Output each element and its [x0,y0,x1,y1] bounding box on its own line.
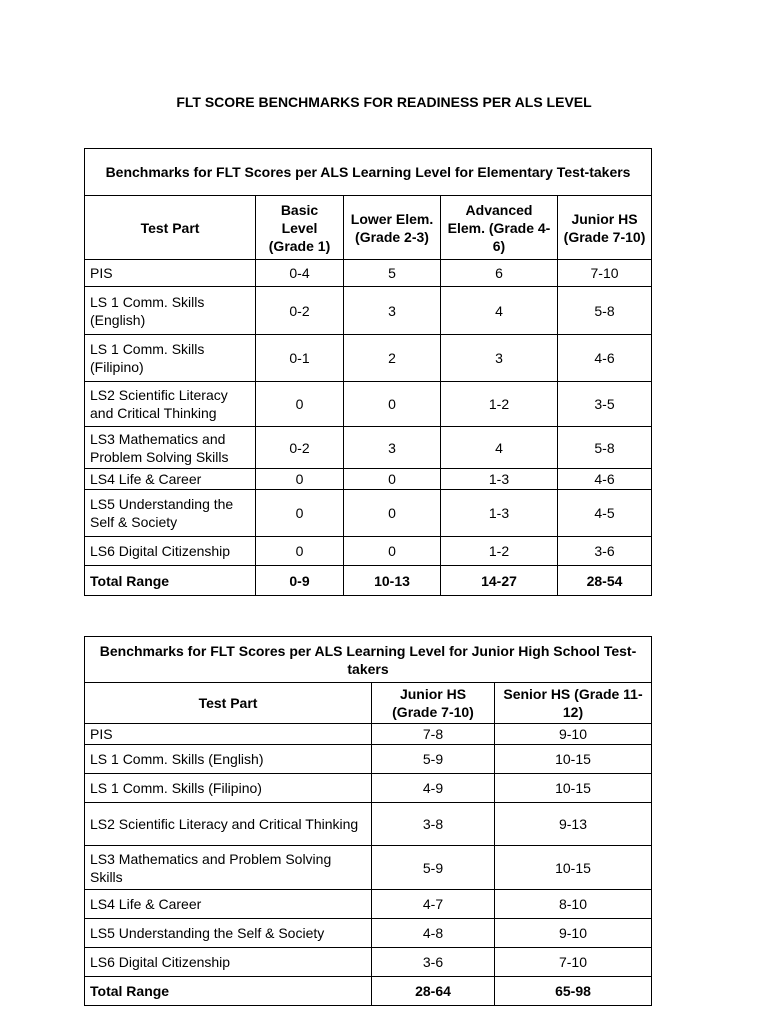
document-title: FLT SCORE BENCHMARKS FOR READINESS PER ALS LEVEL [176,94,592,110]
total-cell: 10-13 [344,566,441,596]
row-label: LS3 Mathematics and Problem Solving Skills [85,427,256,469]
table-caption-row [85,637,652,683]
column-header-basic-level: Basic Level (Grade 1) [256,196,344,260]
total-label: Total Range [85,566,256,596]
total-cell: 0-9 [256,566,344,596]
score-cell: 4-9 [372,774,495,803]
table-row [85,469,652,490]
column-header-test-part: Test Part [85,683,372,724]
score-cell: 10-15 [495,846,652,890]
total-cell: 65-98 [495,977,652,1006]
score-cell: 0-1 [256,335,344,382]
table-caption: Benchmarks for FLT Scores per ALS Learning Level for Elementary Test-takers [85,149,652,196]
row-label: LS3 Mathematics and Problem Solving Skills [85,846,372,890]
score-cell: 2 [344,335,441,382]
elementary-benchmarks-table [84,148,652,596]
score-cell: 3-6 [558,537,652,566]
table-row [85,287,652,335]
score-cell: 3-8 [372,803,495,846]
total-row [85,566,652,596]
column-header-lower-elem: Lower Elem. (Grade 2-3) [344,196,441,260]
row-label: LS6 Digital Citizenship [85,537,256,566]
table-row [85,382,652,427]
row-label: PIS [85,724,372,745]
score-cell: 0 [256,469,344,490]
column-header-junior-hs: Junior HS (Grade 7-10) [558,196,652,260]
score-cell: 7-8 [372,724,495,745]
score-cell: 10-15 [495,774,652,803]
table-row [85,846,652,890]
score-cell: 5-9 [372,745,495,774]
table-row [85,335,652,382]
column-header-advanced-elem: Advanced Elem. (Grade 4-6) [441,196,558,260]
row-label: LS2 Scientific Literacy and Critical Thinking [85,803,372,846]
row-label: LS4 Life & Career [85,890,372,919]
score-cell: 9-13 [495,803,652,846]
column-header-test-part: Test Part [85,196,256,260]
row-label: LS6 Digital Citizenship [85,948,372,977]
score-cell: 3 [441,335,558,382]
row-label: LS4 Life & Career [85,469,256,490]
score-cell: 4-7 [372,890,495,919]
score-cell: 0 [256,490,344,537]
score-cell: 0 [344,382,441,427]
column-header-senior-hs: Senior HS (Grade 11-12) [495,683,652,724]
column-header-junior-hs: Junior HS (Grade 7-10) [372,683,495,724]
total-cell: 28-64 [372,977,495,1006]
table-row [85,724,652,745]
table-row [85,490,652,537]
score-cell: 0 [344,537,441,566]
row-label: LS2 Scientific Literacy and Critical Thinking [85,382,256,427]
score-cell: 0-2 [256,427,344,469]
score-cell: 4-5 [558,490,652,537]
score-cell: 4-8 [372,919,495,948]
row-label: LS5 Understanding the Self & Society [85,490,256,537]
score-cell: 3-6 [372,948,495,977]
table-row [85,890,652,919]
score-cell: 8-10 [495,890,652,919]
table-header-row [85,196,652,260]
score-cell: 0 [344,490,441,537]
score-cell: 7-10 [558,260,652,287]
row-label: LS 1 Comm. Skills (English) [85,745,372,774]
score-cell: 3 [344,287,441,335]
score-cell: 4 [441,287,558,335]
score-cell: 5-9 [372,846,495,890]
table-row [85,948,652,977]
score-cell: 0 [344,469,441,490]
score-cell: 5-8 [558,427,652,469]
score-cell: 6 [441,260,558,287]
score-cell: 0 [256,537,344,566]
total-row [85,977,652,1006]
table-caption-row [85,149,652,196]
table-row [85,919,652,948]
score-cell: 9-10 [495,724,652,745]
score-cell: 10-15 [495,745,652,774]
table-row [85,745,652,774]
score-cell: 4-6 [558,469,652,490]
jhs-benchmarks-table [84,636,652,1006]
row-label: LS 1 Comm. Skills (Filipino) [85,335,256,382]
score-cell: 0-2 [256,287,344,335]
score-cell: 4 [441,427,558,469]
total-label: Total Range [85,977,372,1006]
table-caption: Benchmarks for FLT Scores per ALS Learning Level for Junior High School Test-takers [85,637,652,683]
table-header-row [85,683,652,724]
table-row [85,427,652,469]
table-row [85,774,652,803]
score-cell: 5 [344,260,441,287]
score-cell: 5-8 [558,287,652,335]
score-cell: 1-3 [441,490,558,537]
table-row [85,803,652,846]
row-label: LS5 Understanding the Self & Society [85,919,372,948]
row-label: PIS [85,260,256,287]
score-cell: 0 [256,382,344,427]
score-cell: 3 [344,427,441,469]
score-cell: 7-10 [495,948,652,977]
score-cell: 1-2 [441,382,558,427]
total-cell: 14-27 [441,566,558,596]
table-row [85,260,652,287]
score-cell: 0-4 [256,260,344,287]
row-label: LS 1 Comm. Skills (Filipino) [85,774,372,803]
score-cell: 4-6 [558,335,652,382]
score-cell: 9-10 [495,919,652,948]
row-label: LS 1 Comm. Skills (English) [85,287,256,335]
total-cell: 28-54 [558,566,652,596]
table-row [85,537,652,566]
score-cell: 1-2 [441,537,558,566]
score-cell: 1-3 [441,469,558,490]
score-cell: 3-5 [558,382,652,427]
